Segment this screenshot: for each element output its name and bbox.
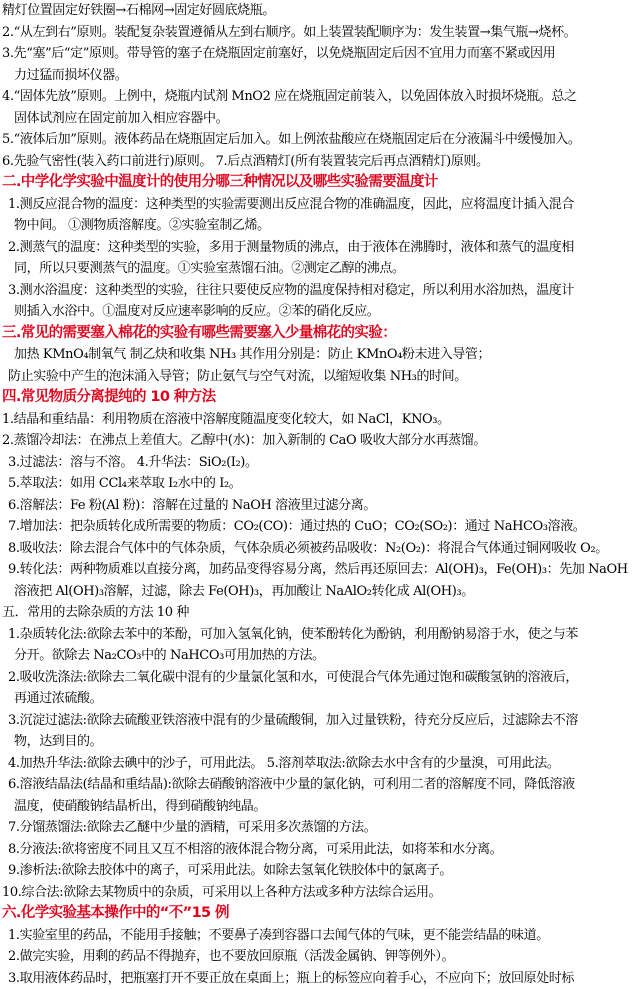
text-line: 溶液把 Al(OH)₃溶解，过滤，除去 Fe(OH)₃，再加酸让 NaAlO₂转化成 Al(OH)₃。 bbox=[2, 581, 640, 603]
list-item: 9.转化法：两种物质难以直接分离，加药品变得容易分离，然后再还原回去：Al(OH)₃，Fe(OH)₃：先加 NaOH bbox=[2, 559, 640, 581]
text-line: 4.“固体先放”原则。上例中，烧瓶内试剂 MnO2 应在烧瓶固定前装入，以免固体放入时损坏烧瓶。总之 bbox=[2, 86, 640, 108]
text-line: 5.“液体后加”原则。液体药品在烧瓶固定后加入。如上例浓盐酸应在烧瓶固定后在分液漏斗中缓慢加入。 bbox=[2, 129, 640, 151]
text-line: 物中间。 ①测物质溶解度。②实验室制乙烯。 bbox=[2, 215, 640, 237]
text-line: 10.综合法:欲除去某物质中的杂质，可采用以上各种方法或多种方法综合运用。 bbox=[2, 882, 640, 904]
text-line: 3.先“塞”后“定”原则。带导管的塞子在烧瓶固定前塞好，以免烧瓶固定后因不宜用力而塞不紧或因用 bbox=[2, 43, 640, 65]
list-item: 4.加热升华法:欲除去碘中的沙子，可用此法。 5.溶剂萃取法:欲除去水中含有的少量溴，可用此法。 bbox=[2, 753, 640, 775]
list-item: 2.吸收洗涤法:欲除去二氧化碳中混有的少量氯化氢和水，可使混合气体先通过饱和碳酸氢钠的溶液后， bbox=[2, 667, 640, 689]
list-item: 6.溶解法：Fe 粉(Al 粉)：溶解在过量的 NaOH 溶液里过滤分离。 bbox=[2, 495, 640, 517]
section-heading: 二.中学化学实验中温度计的使用分哪三种情况以及哪些实验需要温度计 bbox=[2, 172, 640, 194]
text-line: 力过猛而损坏仪器。 bbox=[2, 65, 640, 87]
text-line: 2.蒸馏冷却法：在沸点上差值大。乙醇中(水)：加入新制的 CaO 吸收大部分水再蒸馏。 bbox=[2, 430, 640, 452]
list-item: 3.沉淀过滤法:欲除去硫酸亚铁溶液中混有的少量硫酸铜，加入过量铁粉，待充分反应后，过滤除去不溶 bbox=[2, 710, 640, 732]
text-line: 五．常用的去除杂质的方法 10 种 bbox=[2, 602, 640, 624]
list-item: 2.测蒸气的温度：这种类型的实验，多用于测量物质的沸点，由于液体在沸腾时，液体和蒸气的温度相 bbox=[2, 237, 640, 259]
list-item: 防止实验中产生的泡沫涌入导管；防止氨气与空气对流，以缩短收集 NH₃的时间。 bbox=[2, 366, 640, 388]
text-line: 温度，使硝酸钠结晶析出，得到硝酸钠纯晶。 bbox=[2, 796, 640, 818]
list-item: 9.渗析法:欲除去胶体中的离子，可采用此法。如除去氢氧化铁胶体中的氯离子。 bbox=[2, 860, 640, 882]
list-item: 1.杂质转化法:欲除去苯中的苯酚，可加入氢氧化钠，使苯酚转化为酚钠，利用酚钠易溶于水，使之与苯 bbox=[2, 624, 640, 646]
text-line: 精灯位置固定好铁圈→石棉网→固定好圆底烧瓶。 bbox=[2, 0, 640, 22]
list-item: 1.实验室里的药品，不能用手接触；不要鼻子凑到容器口去闻气体的气味，更不能尝结晶的味道。 bbox=[2, 925, 640, 947]
text-line: 分开。欲除去 Na₂CO₃中的 NaHCO₃可用加热的方法。 bbox=[2, 645, 640, 667]
text-line: 6.先验气密性(装入药口前进行)原则。 7.后点酒精灯(所有装置装完后再点酒精灯)原则。 bbox=[2, 151, 640, 173]
text-line: 则插入水浴中。①温度对反应速率影响的反应。②苯的硝化反应。 bbox=[2, 301, 640, 323]
list-item: 8.分液法:欲将密度不同且又互不相溶的液体混合物分离，可采用此法，如将苯和水分离。 bbox=[2, 839, 640, 861]
list-item: 7.增加法：把杂质转化成所需要的物质：CO₂(CO)：通过热的 CuO；CO₂(SO₂)：通过 NaHCO₃溶液。 bbox=[2, 516, 640, 538]
list-item: 6.溶液结晶法(结晶和重结晶):欲除去硝酸钠溶液中少量的氯化钠，可利用二者的溶解度不同，降低溶液 bbox=[2, 774, 640, 796]
list-item: 1.测反应混合物的温度：这种类型的实验需要测出反应混合物的准确温度，因此，应将温度计插入混合 bbox=[2, 194, 640, 216]
list-item: 3.测水浴温度：这种类型的实验，往往只要使反应物的温度保持相对稳定，所以利用水浴加热，温度计 bbox=[2, 280, 640, 302]
list-item: 8.吸收法：除去混合气体中的气体杂质，气体杂质必须被药品吸收：N₂(O₂)：将混合气体通过铜网吸收 O₂。 bbox=[2, 538, 640, 560]
section-heading: 四.常见物质分离提纯的 10 种方法 bbox=[2, 387, 640, 409]
text-line: 2.“从左到右”原则。装配复杂装置遵循从左到右顺序。如上装置装配顺序为：发生装置→集气瓶→烧杯。 bbox=[2, 22, 640, 44]
text-line: 固体试剂应在固定前加入相应容器中。 bbox=[2, 108, 640, 130]
text-line: 同，所以只要测蒸气的温度。①实验室蒸馏石油。②测定乙醇的沸点。 bbox=[2, 258, 640, 280]
list-item: 2.做完实验，用剩的药品不得抛弃，也不要放回原瓶（活泼金属钠、钾等例外）。 bbox=[2, 946, 640, 968]
list-item: 3.过滤法：溶与不溶。 4.升华法：SiO₂(I₂)。 bbox=[2, 452, 640, 474]
text-line: 1.结晶和重结晶：利用物质在溶液中溶解度随温度变化较大，如 NaCl，KNO₃。 bbox=[2, 409, 640, 431]
list-item: 3.取用液体药品时，把瓶塞打开不要正放在桌面上；瓶上的标签应向着手心，不应向下；放回原处时标 bbox=[2, 968, 640, 989]
text-line: 再通过浓硫酸。 bbox=[2, 688, 640, 710]
list-item: 5.萃取法：如用 CCl₄来萃取 I₂水中的 I₂。 bbox=[2, 473, 640, 495]
section-heading: 六.化学实验基本操作中的“不”15 例 bbox=[2, 903, 640, 925]
text-line: 物，达到目的。 bbox=[2, 731, 640, 753]
text-line: 加热 KMnO₄制氧气 制乙炔和收集 NH₃ 其作用分别是：防止 KMnO₄粉末进入导管； bbox=[2, 344, 640, 366]
section-heading: 三.常见的需要塞入棉花的实验有哪些需要塞入少量棉花的实验： bbox=[2, 323, 640, 345]
list-item: 7.分馏蒸馏法:欲除去乙醚中少量的酒精，可采用多次蒸馏的方法。 bbox=[2, 817, 640, 839]
